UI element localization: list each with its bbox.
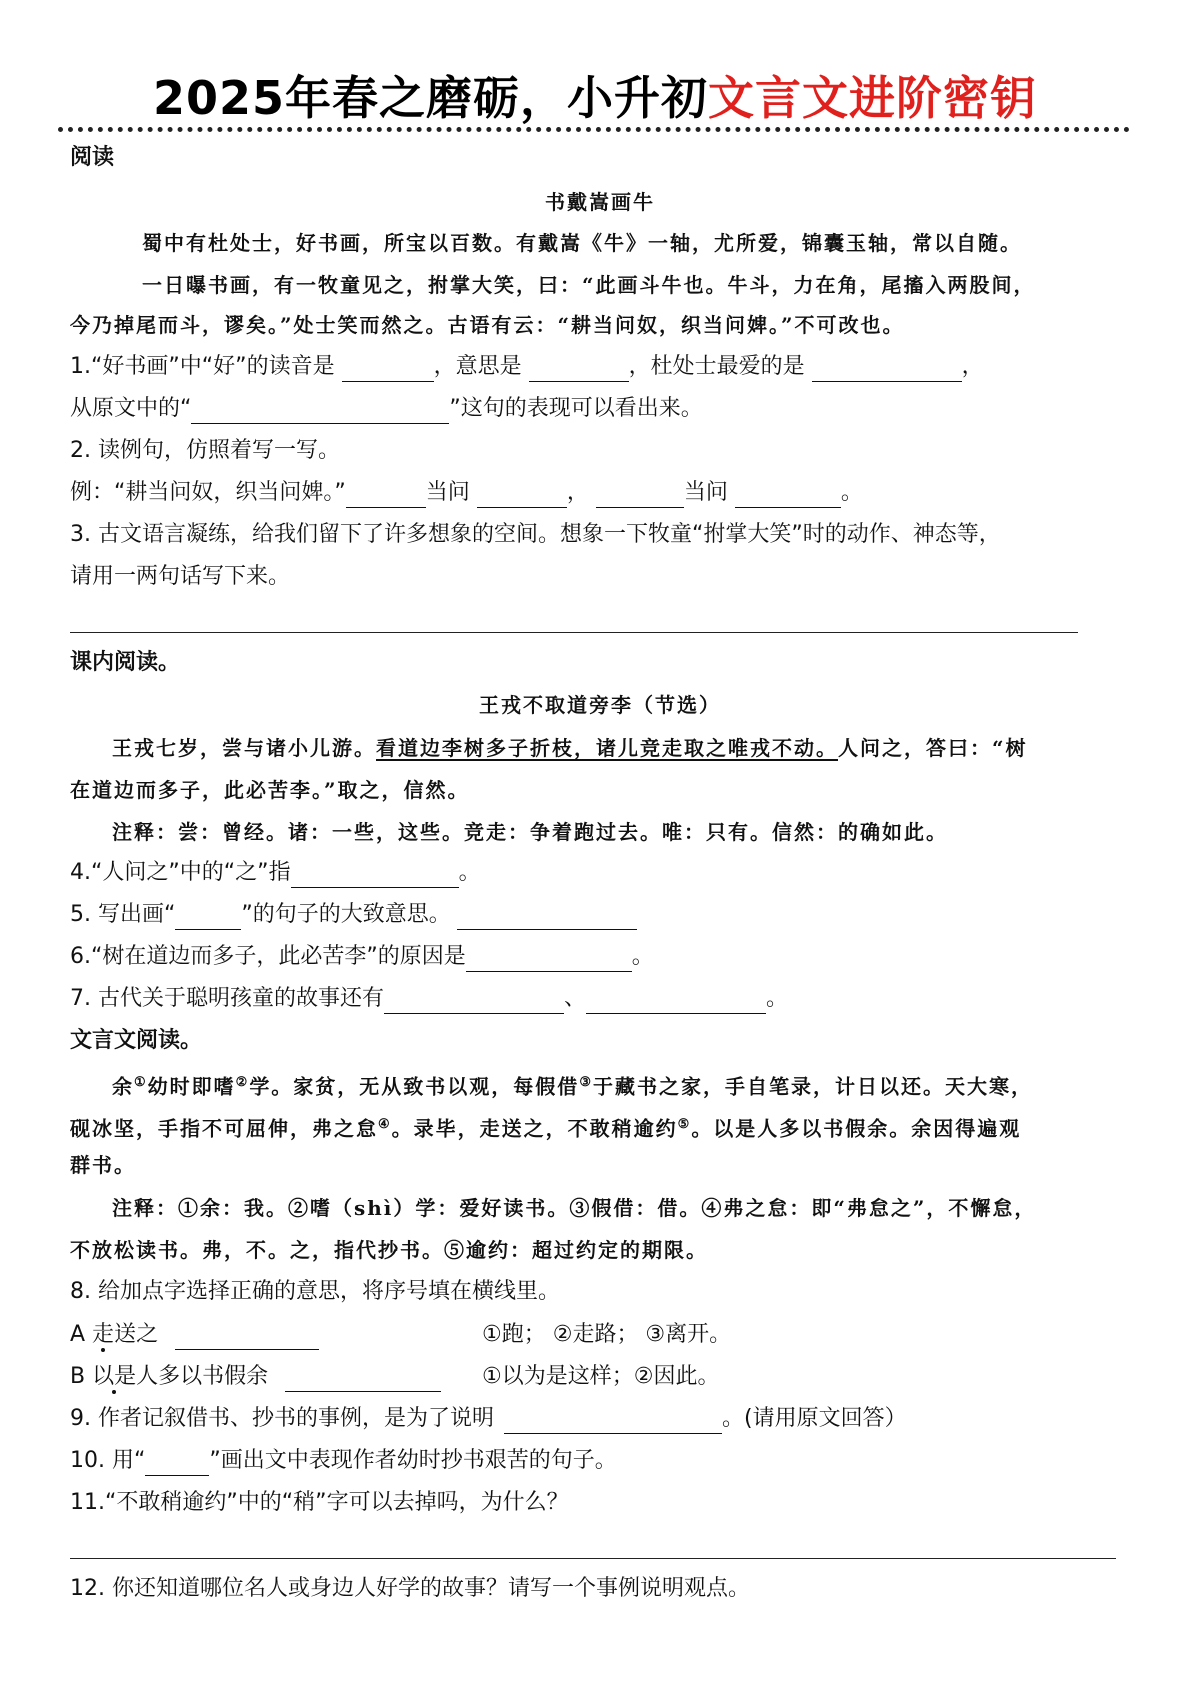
- q8b-text: 人多以书假余: [136, 1364, 269, 1389]
- q1-text-c: ，杜处士最爱的是: [628, 354, 805, 379]
- q9-end: 。(请用原文回答）: [722, 1406, 907, 1431]
- question-8: 8. 给加点字选择正确的意思，将序号填在横线里。: [70, 1279, 560, 1304]
- section1-para2b: 今乃掉尾而斗，谬矣。”处士笑而然之。古语有云：“耕当问奴，织当问婢。”不可改也。: [70, 313, 905, 337]
- s2-para1-post: 人问之，答曰：“树: [838, 736, 1028, 760]
- section2-para2: 在道边而多子，此必苦李。”取之，信然。: [70, 778, 470, 802]
- q10-mark-sample: [145, 1453, 209, 1476]
- s2-para1-pre: 王戎七岁，尝与诸小儿游。: [112, 736, 376, 760]
- section3-para3: 群书。: [70, 1153, 136, 1177]
- q1-text-e: 从原文中的“: [70, 396, 192, 421]
- q2-blank-1[interactable]: [346, 485, 426, 508]
- q1-text-d: ，: [961, 354, 984, 379]
- q1-blank-sentence[interactable]: [191, 401, 449, 424]
- s3-p1-b: 幼时即嗜: [147, 1074, 236, 1099]
- footnote-marker-4: ④: [378, 1117, 392, 1132]
- section1-para2a: 一日曝书画，有一牧童见之，拊掌大笑，曰：“此画斗牛也。牛斗，力在角，尾搐入两股间，: [142, 273, 1036, 297]
- footnote-marker-3: ③: [579, 1075, 593, 1090]
- section3-note-line1: 注释：①余：我。②嗜（shì）学：爱好读书。③假借：借。④弗之怠：即“弗怠之”，不懈怠，: [112, 1196, 1037, 1220]
- title-red-part: 文言文进阶密钥: [708, 71, 1038, 125]
- q7-text: 7. 古代关于聪明孩童的故事还有: [70, 986, 384, 1011]
- q1-blank-reading[interactable]: [342, 359, 434, 382]
- answer-line-q11[interactable]: [70, 1558, 1116, 1559]
- question-1-line2: [70, 394, 1130, 424]
- footnote-marker-5: ⑤: [677, 1117, 692, 1132]
- section2-para1: [112, 733, 1130, 763]
- q2-blank-2[interactable]: [477, 485, 567, 508]
- question-3-line2: 请用一两句话写下来。: [70, 564, 291, 589]
- q4-text: 4.“人问之”中的“之”指: [70, 860, 291, 885]
- section3-heading: 文言文阅读。: [70, 1028, 203, 1053]
- q7-end: 。: [766, 986, 789, 1011]
- q6-text: 6.“树在道边而多子，此必苦李”的原因是: [70, 944, 466, 969]
- section1-passage-title: 书戴嵩画牛: [545, 190, 655, 214]
- dotted-divider: [58, 127, 1130, 132]
- q1-blank-meaning[interactable]: [529, 359, 629, 382]
- q5-text-a: 5. 写出画“: [70, 902, 176, 927]
- q7-sep: 、: [563, 986, 586, 1011]
- q9-text: 9. 作者记叙借书、抄书的事例，是为了说明: [70, 1406, 494, 1431]
- section2-note: 注释：尝：曾经。诸：一些，这些。竞走：争着跑过去。唯：只有。信然：的确如此。: [112, 820, 948, 844]
- footnote-marker-2: ②: [235, 1075, 250, 1090]
- q10-text-b: ”画出文中表现作者幼时抄书艰苦的句子。: [209, 1448, 617, 1473]
- q8b-blank[interactable]: [285, 1369, 441, 1392]
- q5-mark-sample: [175, 907, 241, 930]
- q8b-dotted-chars: 以是: [92, 1364, 137, 1389]
- q8a-text: 送之: [114, 1322, 159, 1347]
- q7-blank-2[interactable]: [586, 991, 766, 1014]
- q6-end: 。: [631, 944, 654, 969]
- q2-example-text: 例：“耕当问奴，织当问婢。”: [70, 480, 346, 505]
- q1-text-a: 1.“好书画”中“好”的读音是: [70, 354, 335, 379]
- question-7: [70, 984, 1130, 1014]
- question-2-example: [70, 478, 1130, 508]
- title-black-part: 2025年春之磨砺，小升初: [152, 71, 709, 125]
- footnote-marker-1: ①: [134, 1075, 148, 1090]
- question-9: [70, 1404, 1130, 1434]
- section3-note-line2: 不放松读书。弗，不。之，指代抄书。⑤逾约：超过约定的期限。: [70, 1238, 708, 1262]
- question-12: 12. 你还知道哪位名人或身边人好学的故事？请写一个事例说明观点。: [70, 1576, 750, 1601]
- question-8a: [70, 1320, 1130, 1350]
- s3-p2-a: 砚冰坚，手指不可屈伸，弗之怠: [70, 1116, 378, 1141]
- section1-para1: 蜀中有杜处士，好书画，所宝以百数。有戴嵩《牛》一轴，尤所爱，锦囊玉轴，常以自随。: [142, 231, 1022, 255]
- q8a-blank[interactable]: [175, 1327, 319, 1350]
- question-8b: [70, 1362, 1130, 1392]
- q4-blank[interactable]: [291, 865, 459, 888]
- question-6: [70, 942, 1130, 972]
- q9-blank[interactable]: [504, 1411, 722, 1434]
- question-11: 11.“不敢稍逾约”中的“稍”字可以去掉吗，为什么？: [70, 1490, 569, 1515]
- s3-p2-c: 。以是人多以书假余。余因得遍观: [691, 1116, 1022, 1141]
- section2-heading: 课内阅读。: [70, 650, 181, 675]
- q2-blank-3[interactable]: [596, 485, 684, 508]
- q10-text-a: 10. 用“: [70, 1448, 146, 1473]
- q5-blank[interactable]: [457, 907, 637, 930]
- section3-para1: [112, 1068, 1130, 1102]
- section1-heading: 阅读: [70, 145, 115, 170]
- section3-para2: [70, 1110, 1130, 1144]
- question-1-line1: [70, 352, 1130, 382]
- q2-text-b: ，: [566, 480, 589, 505]
- answer-line-q3[interactable]: [70, 632, 1078, 633]
- q1-text-b: ，意思是: [433, 354, 522, 379]
- question-3-line1: 3. 古文语言凝练，给我们留下了许多想象的空间。想象一下牧童“拊掌大笑”时的动作、神态等，: [70, 522, 1001, 547]
- q1-blank-favorite[interactable]: [812, 359, 962, 382]
- q6-blank[interactable]: [466, 949, 632, 972]
- q2-text-d: 。: [840, 480, 863, 505]
- s3-p1-d: 于藏书之家，手自笔录，计日以还。天大寒，: [592, 1074, 1033, 1099]
- question-5: [70, 900, 1130, 930]
- q2-text-c: 当问: [683, 480, 728, 505]
- q4-end: 。: [458, 860, 481, 885]
- q8b-options: ①以为是这样；②因此。: [482, 1364, 720, 1389]
- q5-text-b: ”的句子的大致意思。: [241, 902, 451, 927]
- q2-text-a: 当问: [425, 480, 470, 505]
- q8a-options: ①跑； ②走路； ③离开。: [482, 1322, 732, 1347]
- question-4: [70, 858, 1130, 888]
- q2-blank-4[interactable]: [735, 485, 841, 508]
- section2-passage-title: 王戎不取道旁李（节选）: [479, 693, 721, 717]
- s3-p2-b: 。录毕，走送之，不敢稍逾约: [391, 1116, 678, 1141]
- s3-p1-c: 学。家贫，无从致书以观，每假借: [249, 1074, 580, 1099]
- q8b-label: B: [70, 1364, 93, 1389]
- question-2: 2. 读例句，仿照着写一写。: [70, 438, 340, 463]
- page-title: [0, 62, 1190, 128]
- s2-underlined-sentence: 看道边李树多子折枝，诸儿竞走取之唯戎不动。: [376, 736, 838, 760]
- s3-p1-a: 余: [112, 1074, 134, 1099]
- q8a-label: A: [70, 1322, 93, 1347]
- question-10: [70, 1446, 1130, 1476]
- q8a-dotted-char: 走: [92, 1322, 115, 1347]
- q7-blank-1[interactable]: [384, 991, 564, 1014]
- q1-text-f: ”这句的表现可以看出来。: [449, 396, 703, 421]
